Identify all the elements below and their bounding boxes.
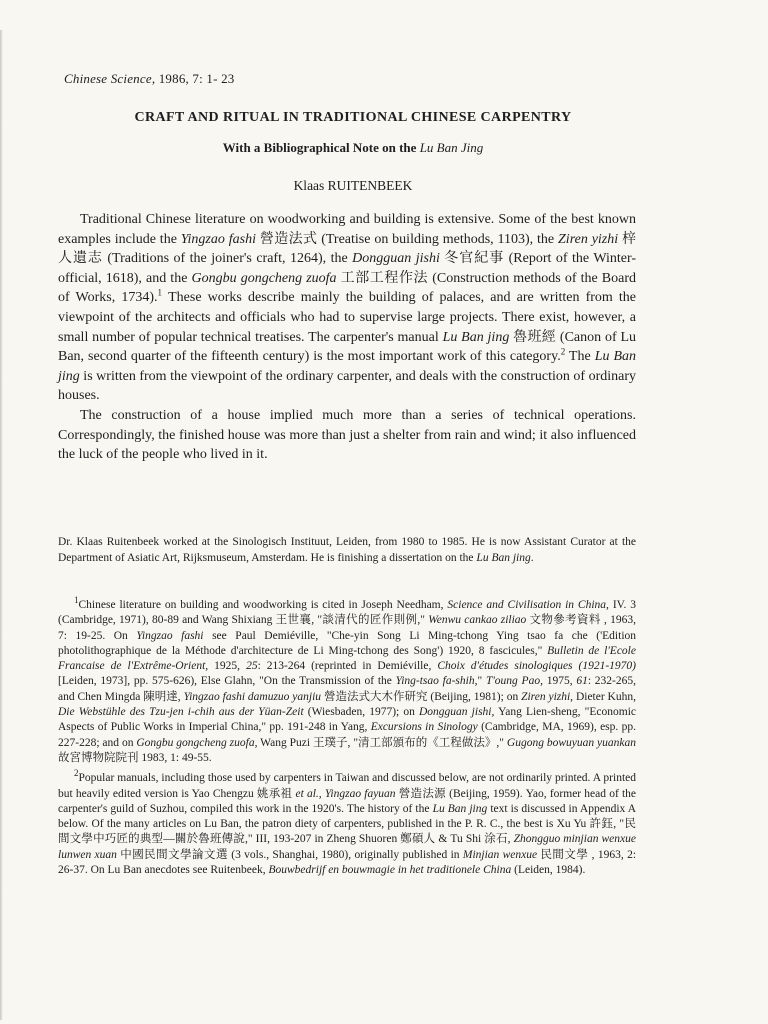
work-title: Excursions in Sinology	[370, 721, 478, 734]
body-paragraph-2: The construction of a house implied much more than a series of technical operations. Correspondingly, the finished house was more than just a shelter from rain and wind; it also influenced the luck of the people who lived in it.	[58, 407, 636, 463]
body-text	[58, 210, 636, 465]
text-run: Traditional Chinese literature on woodworking and building is extensive. Some of the best known examples include the	[58, 212, 636, 247]
author-affiliation-note	[58, 535, 636, 566]
text-run: 文物參考資料 , 1963, 7: 19-25. On	[58, 614, 636, 642]
footnote-number: 1	[74, 595, 79, 606]
subtitle-prefix: With a Bibliographical Note on the	[222, 140, 417, 155]
work-title: Dongguan jishi,	[419, 706, 495, 719]
text-run: The	[565, 349, 595, 365]
text-run: These works describe mainly the building of palaces, and are written from the viewpoint of the architects and officials who had to supervise large projects. There exist, however, a small number of popular technical treatises. The carpenter's manual	[58, 290, 636, 345]
text-run: IV. 3 (Cambridge, 1971), 80-89 and Wang Shixiang 王世襄, "談清代的匠作則例,"	[58, 599, 636, 627]
journal-citation	[64, 71, 234, 87]
work-title: Die Webstühle des Tzu-jen i-chih aus der Yüan-Zeit	[58, 706, 304, 719]
work-title: Minjian wenxue	[462, 848, 538, 861]
work-title: Bulletin de l'Ecole Francaise de l'Extrême-Orient,	[58, 644, 636, 673]
text-run: : 232-265, and Chen Mingda 陳明達,	[58, 675, 637, 703]
work-title: Ying-tsao fa-shih,	[395, 675, 478, 688]
work-title: Lu Ban jing	[442, 329, 510, 345]
text-run: [Leiden, 1973], pp. 575-626), Else Glahn, "On the Transmission of the	[58, 675, 396, 688]
volume-number: 61	[576, 675, 588, 688]
footnote-ref-1[interactable]: 1	[157, 287, 162, 298]
journal-name: Chinese Science,	[64, 71, 156, 86]
text-run: 中國民間文學論文選 (3 vols., Shanghai, 1980), originally published in	[116, 848, 463, 861]
text-run: 工部工程作法 (Construction methods of the Board of Works, 1734).	[58, 270, 636, 306]
text-run: 1925,	[208, 660, 247, 673]
author-name: Klaas RUITENBEEK	[293, 178, 413, 193]
text-run: Dieter Kuhn,	[573, 690, 636, 703]
text-run: Yang Lien-sheng, "Economic Aspects of Public Works in Imperial China," pp. 191-248 in Yang,	[58, 706, 637, 734]
article-title: CRAFT AND RITUAL IN TRADITIONAL CHINESE CARPENTRY	[134, 110, 572, 125]
body-paragraph-1	[58, 210, 636, 406]
scan-edge-shadow	[0, 30, 3, 1020]
text-run: .	[530, 551, 534, 564]
text-run: : 213-264 (reprinted in Demiéville,	[257, 660, 438, 673]
text-run: 1975,	[542, 675, 577, 688]
work-title: Ziren yizhi,	[521, 690, 574, 703]
volume-number: 25	[246, 660, 258, 673]
work-title: Yingzao fashi	[136, 629, 204, 642]
text-run: Dr. Klaas Ruitenbeek worked at the Sinologisch Instituut, Leiden, from 1980 to 1985. He is now Assistant Curator at the Department of Asiatic Art, Rijksmuseum, Amsterdam. He is finishing a dissertation on the	[58, 536, 636, 564]
text-run: 民間文學 , 1963, 2: 26-37. On Lu Ban anecdotes see Ruitenbeek,	[58, 848, 637, 877]
article-subtitle	[58, 140, 648, 156]
text-run: 冬官紀事 (Report of the Winter-official, 1618), and the	[58, 251, 637, 286]
work-title: Gongbu gongcheng zuofa	[191, 270, 337, 286]
text-run: (Cambridge, MA, 1969), esp. pp. 227-228; and on	[58, 721, 637, 749]
text-run: "	[477, 675, 486, 688]
footnote-2	[58, 768, 637, 878]
text-run: see Paul Demiéville, "Che-yin Song Li Ming-tchong Ying tsao fa che ('Edition photolithographique de la Méthode d'architecture de Li Ming-tchong des Song') 1920, 8 fascicules,"	[58, 629, 637, 657]
work-title: Yingzao fashi	[180, 231, 256, 247]
work-title: Dongguan jishi	[352, 251, 440, 267]
text-run: text is discussed in Appendix A below. Of the many articles on Lu Ban, the patron diety of carpenters, published in the P. R. C., the best is Xu Yu 許鈺, "民間文學中巧匠的典型—關於魯班傳說," III, 193-207 in Zheng Shuoren 鄭碩人 & Tu Shi 涂石,	[58, 802, 636, 846]
footnotes	[58, 595, 637, 883]
paper-page	[58, 0, 638, 1024]
text-run: 營造法式 (Treatise on building methods, 1103), the	[255, 231, 559, 247]
work-title: Lu Ban jing	[432, 802, 488, 815]
text-run: 營造法源 (Beijing, 1959). Yao, former head of the carpenter's guild of Suzhou, compiled this work in the 1920's. The history of the	[58, 787, 637, 815]
text-run: Popular manuals, including those used by carpenters in Taiwan and discussed below, are not ordinarily printed. A printed but heavily edited version is Yao Chengzu 姚承祖	[58, 772, 636, 800]
footnote-1	[58, 595, 637, 766]
work-title: Yingzao fashi damuzuo yanjiu	[183, 690, 322, 703]
work-title: Ziren yizhi	[558, 231, 619, 247]
work-title: Choix d'études sinologiques (1921-1970)	[437, 660, 637, 673]
work-title: Lu Ban jing	[476, 551, 531, 564]
journal-volume: 1986, 7: 1- 23	[158, 71, 235, 86]
work-title: Wenwu cankao ziliao	[428, 614, 527, 627]
work-title: Gugong bowuyuan yuankan	[506, 736, 636, 749]
text-run: (Wiesbaden, 1977); on	[303, 706, 419, 719]
work-title: T'oung Pao,	[485, 675, 543, 688]
text-run: 營造法式大木作研究 (Beijing, 1981); on	[321, 690, 522, 703]
footnote-number: 2	[74, 768, 79, 779]
work-title: Science and Civilisation in China,	[447, 599, 609, 611]
text-run: Wang Puzi 王璞子, "清工部頒布的《工程做法》,"	[257, 736, 507, 749]
text-run: 故宮博物院院刊 1983, 1: 49-55.	[58, 751, 212, 764]
text-run: 魯班經 (Canon of Lu Ban, second quarter of the fifteenth century) is the most important work of this category.	[58, 329, 636, 365]
text-run: is written from the viewpoint of the ordinary carpenter, and deals with the construction of ordinary houses.	[58, 368, 636, 404]
work-title: Gongbu gongcheng zuofa,	[136, 736, 258, 749]
subtitle-work: Lu Ban Jing	[419, 140, 484, 155]
text-run: 梓人遺志 (Traditions of the joiner's craft, 1264), the	[58, 231, 637, 267]
work-title: Lu Ban jing	[58, 349, 637, 384]
work-title: Zhongguo minjian wenxue lunwen xuan	[58, 833, 636, 861]
work-title: et al., Yingzao fayuan	[295, 787, 396, 800]
footnote-ref-2[interactable]: 2	[560, 346, 566, 357]
text-run: Chinese literature on building and woodworking is cited in Joseph Needham,	[78, 599, 448, 611]
text-run: (Leiden, 1984).	[511, 864, 586, 877]
work-title: Bouwbedrijf en bouwmagie in het traditionele China	[268, 864, 512, 877]
